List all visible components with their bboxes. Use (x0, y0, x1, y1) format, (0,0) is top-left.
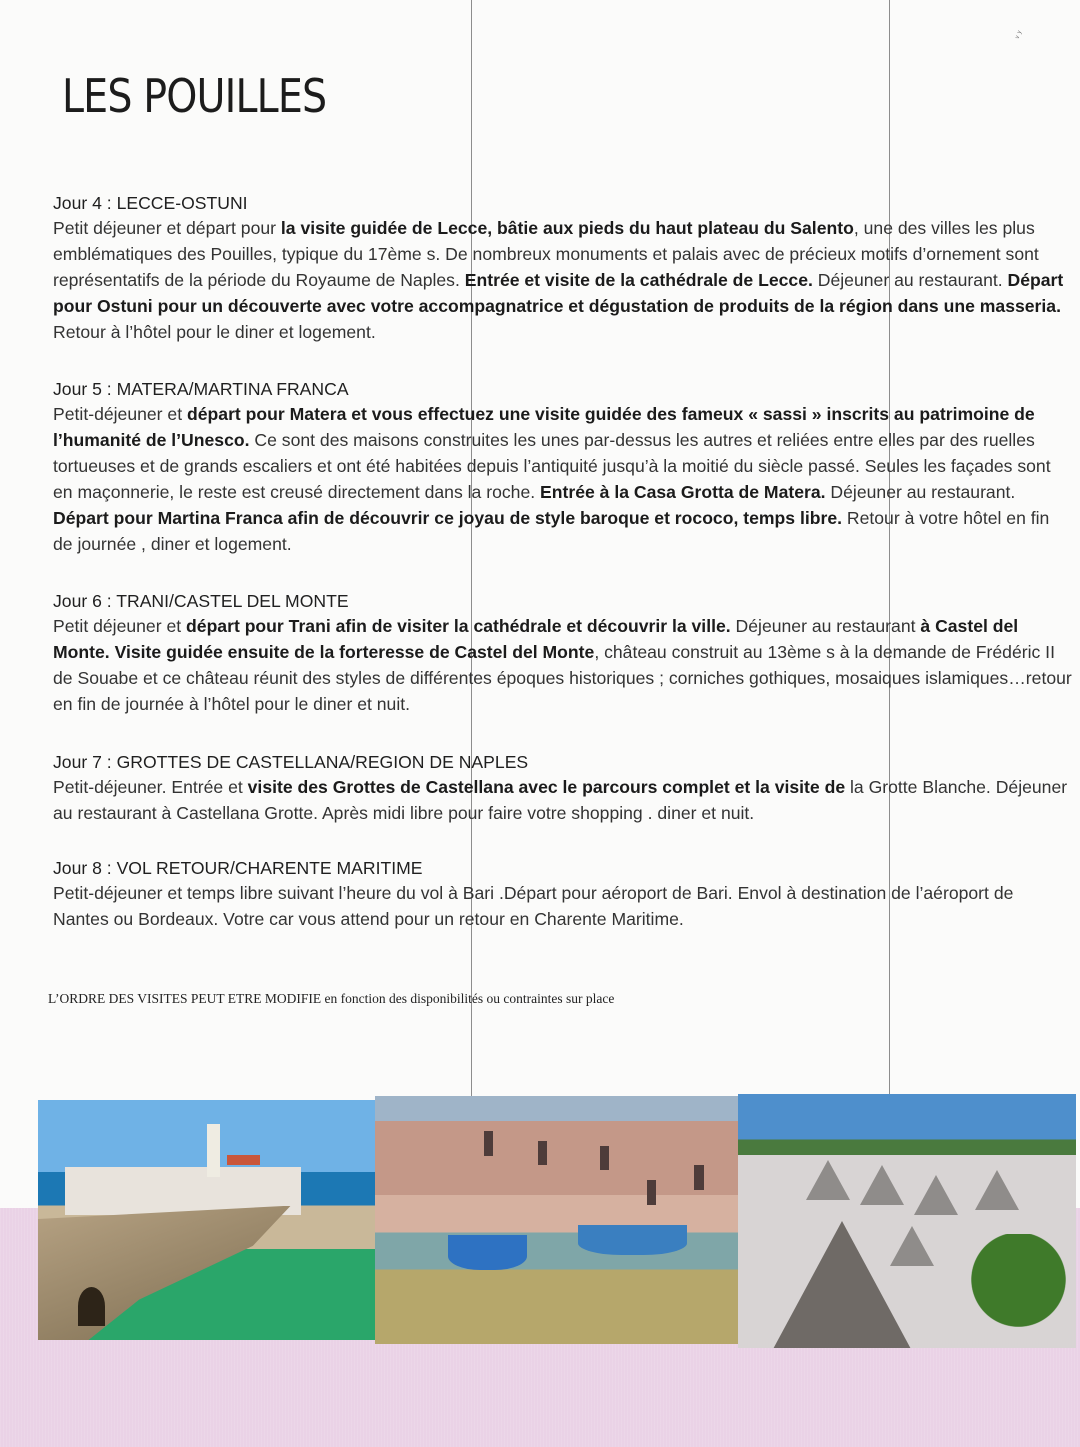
day-heading: Jour 6 : TRANI/CASTEL DEL MONTE (53, 591, 349, 611)
day-heading: Jour 5 : MATERA/MARTINA FRANCA (53, 379, 349, 399)
highlight-text: visite des Grottes de Castellana avec le parcours complet et la visite de (247, 777, 846, 797)
disclaimer-rest: en fonction des disponibilités ou contraintes sur place (321, 991, 615, 1006)
body-text: Petit déjeuner et départ pour (53, 218, 281, 238)
day-description (53, 775, 1073, 827)
window (600, 1146, 609, 1171)
body-text: Déjeuner au restaurant. (812, 269, 1008, 290)
body-text: Petit-déjeuner et temps libre suivant l’heure du vol à Bari .Départ pour aéroport de Bari. Envol à destination de l’aéroport de Nantes ou Bordeaux. Votre car vous attend pour un retour en Charente Maritime. (53, 883, 1014, 929)
disclaimer-note (48, 991, 614, 1007)
body-text: Retour à votre hôtel en fin de journée , diner et logement. (53, 507, 1050, 554)
day-description (53, 614, 1073, 718)
body-text: , château construit au 13ème s à la demande de Frédéric II de Souabe et ce château réunit des styles de différentes époques historiques ; corniches gothiques, mosaiques islamiques…retour en fin de journée à l’hôtel pour le diner et nuit. (53, 641, 1072, 714)
day-heading: Jour 7 : GROTTES DE CASTELLANA/REGION DE NAPLES (53, 752, 529, 772)
cave-arch (78, 1287, 105, 1325)
page-title: LES POUILLES (62, 68, 327, 123)
body-text: , une des villes les plus emblématiques des Pouilles, typique du 17ème s. De nombreux monuments et palais avec de précieux motifs d’ornement sont représentatifs de la période du Royaume de Naples. (53, 218, 1039, 290)
palm-tree (968, 1234, 1069, 1348)
day-section (53, 749, 1073, 827)
body-text: Déjeuner au restaurant (730, 616, 921, 636)
day-heading: Jour 4 : LECCE-OSTUNI (53, 193, 248, 213)
photo-strip (38, 1090, 1076, 1338)
scan-mark: ᵛ ʸ (1013, 29, 1026, 41)
day-description (53, 881, 1073, 933)
highlight-text: départ pour Trani afin de visiter la cathédrale et découvrir la ville. (186, 616, 731, 636)
trulli-photo (738, 1094, 1076, 1348)
highlight-text: Entrée à la Casa Grotta de Matera. (540, 481, 826, 502)
window (538, 1141, 547, 1166)
day-description (53, 402, 1073, 557)
large-trullo-roof (772, 1221, 912, 1348)
body-text: Retour à l’hôtel pour le diner et logement. (53, 321, 376, 342)
trullo-roof (914, 1175, 958, 1215)
window (694, 1165, 703, 1190)
day-description (53, 216, 1073, 346)
highlight-text: la visite guidée de Lecce, bâtie aux pieds du haut plateau du Salento (280, 218, 854, 238)
trullo-roof (860, 1165, 904, 1205)
trullo-roof (806, 1160, 850, 1200)
window (484, 1131, 493, 1156)
highlight-text: départ pour Matera et vous effectuez une visite guidée des fameux « sassi » inscrits au patrimoine de l’humanité de l’Unesco. (53, 404, 1035, 450)
window (647, 1180, 656, 1205)
harbour-photo (375, 1096, 738, 1344)
body-text: Petit-déjeuner. Entrée et (53, 777, 248, 797)
day-heading: Jour 8 : VOL RETOUR/CHARENTE MARITIME (53, 858, 423, 878)
church-roof (227, 1155, 261, 1165)
body-text: Déjeuner au restaurant. (825, 481, 1016, 502)
church-tower (207, 1124, 220, 1177)
highlight-text: Départ pour Ostuni pour un découverte avec votre accompagnatrice et dégustation de produits de la région dans une masseria. (53, 269, 1064, 316)
blue-boat (578, 1225, 687, 1255)
highlight-text: Départ pour Martina Franca afin de découvrir ce joyau de style baroque et rococo, temps libre. (53, 507, 842, 528)
cliff (38, 1206, 291, 1340)
highlight-text: Entrée et visite de la cathédrale de Lecce. (464, 269, 813, 290)
body-text: la Grotte Blanche. Déjeuner au restaurant à Castellana Grotte. Après midi libre pour faire votre shopping . diner et nuit. (53, 777, 1068, 823)
body-text: Petit déjeuner et (53, 616, 187, 636)
coastal-town-photo (38, 1100, 375, 1340)
day-section (53, 855, 1073, 933)
body-text: Petit-déjeuner et (53, 404, 187, 424)
day-section (53, 190, 1073, 346)
body-text: Ce sont des maisons construites les unes par-dessus les autres et reliées entre elles par des ruelles tortueuses et de grands escaliers et ont été habitées depuis l’antiquité jusqu’à la moitié du siècle passé. Seules les façades sont en maçonnerie, le reste est creusé directement dans la roche. (53, 429, 1051, 502)
day-section (53, 376, 1073, 557)
blue-boat (448, 1235, 528, 1270)
highlight-text: à Castel del Monte. Visite guidée ensuite de la forteresse de Castel del Monte (53, 616, 1019, 662)
disclaimer-caps: L’ORDRE DES VISITES PEUT ETRE MODIFIE (48, 991, 322, 1006)
trullo-roof (975, 1170, 1019, 1210)
day-section (53, 588, 1073, 718)
